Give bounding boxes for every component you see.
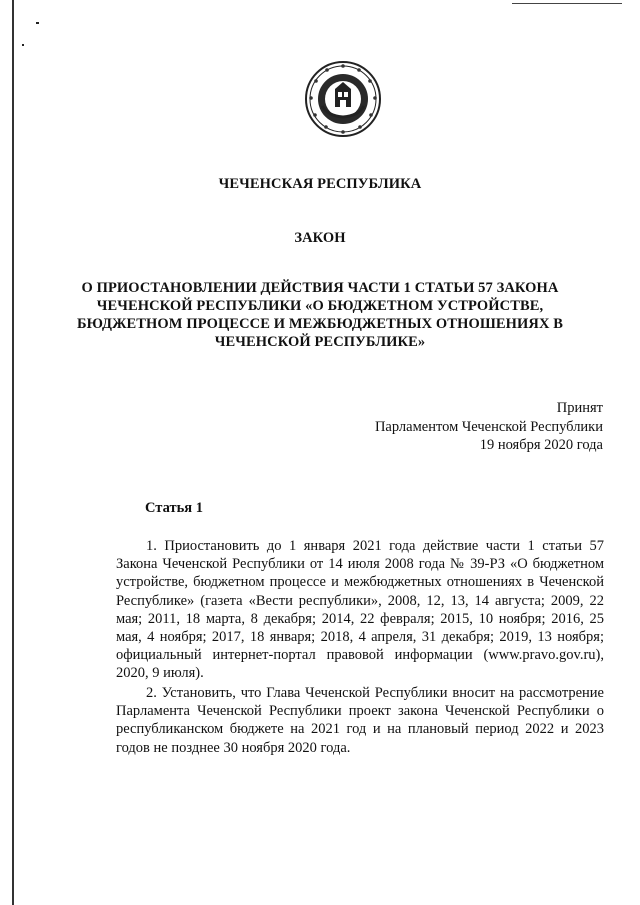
article-paragraph: 1. Приостановить до 1 января 2021 года действие части 1 статьи 57 Закона Чеченской Республики от 14 июля 2008 года № 39-РЗ «О бюджетном устройстве, бюджетном процессе и межбюджетных отношениях в Чеченской Республике» (газета «Вести республики», 2008, 12, 13, 14 августа; 2009, 22 мая; 2011, 18 марта, 8 декабря; 2014, 22 февраля; 2015, 10 ноября; 2016, 25 мая, 4 ноября; 2017, 18 января; 2018, 4 апреля, 31 декабря; 2019, 13 ноября; официальный интернет-портал правовой информации (www.pravo.gov.ru), 2020, 9 июля). <box>116 538 604 682</box>
adopted-date: 19 ноября 2020 года <box>479 437 603 453</box>
scan-speck <box>22 44 24 46</box>
adopted-label: Принят <box>556 400 603 416</box>
law-heading: ЗАКОН <box>294 230 346 246</box>
scan-speck <box>36 22 39 24</box>
republic-heading: ЧЕЧЕНСКАЯ РЕСПУБЛИКА <box>218 176 422 192</box>
scan-edge-line <box>12 0 14 905</box>
scan-top-rule <box>512 3 622 4</box>
adoption-block <box>375 399 603 455</box>
article-heading: Статья 1 <box>145 500 203 516</box>
article-paragraph: 2. Установить, что Глава Чеченской Республики вносит на рассмотрение Парламента Чеченской Республики проект закона Чеченской Республики о республиканском бюджете на 2021 год и на плановый период 2022 и 2023 годов не позднее 30 ноября 2020 года. <box>116 685 604 756</box>
adopted-by: Парламентом Чеченской Республики <box>374 418 603 435</box>
law-title: О ПРИОСТАНОВЛЕНИИ ДЕЙСТВИЯ ЧАСТИ 1 СТАТЬИ 57 ЗАКОНА ЧЕЧЕНСКОЙ РЕСПУБЛИКИ «О БЮДЖЕТНОМ УСТРОЙСТВЕ, БЮДЖЕТНОМ ПРОЦЕССЕ И МЕЖБЮДЖЕТНЫХ ОТНОШЕНИЯХ В ЧЕЧЕНСКОЙ РЕСПУБЛИКЕ» <box>76 280 564 350</box>
coat-of-arms-icon <box>304 60 382 138</box>
